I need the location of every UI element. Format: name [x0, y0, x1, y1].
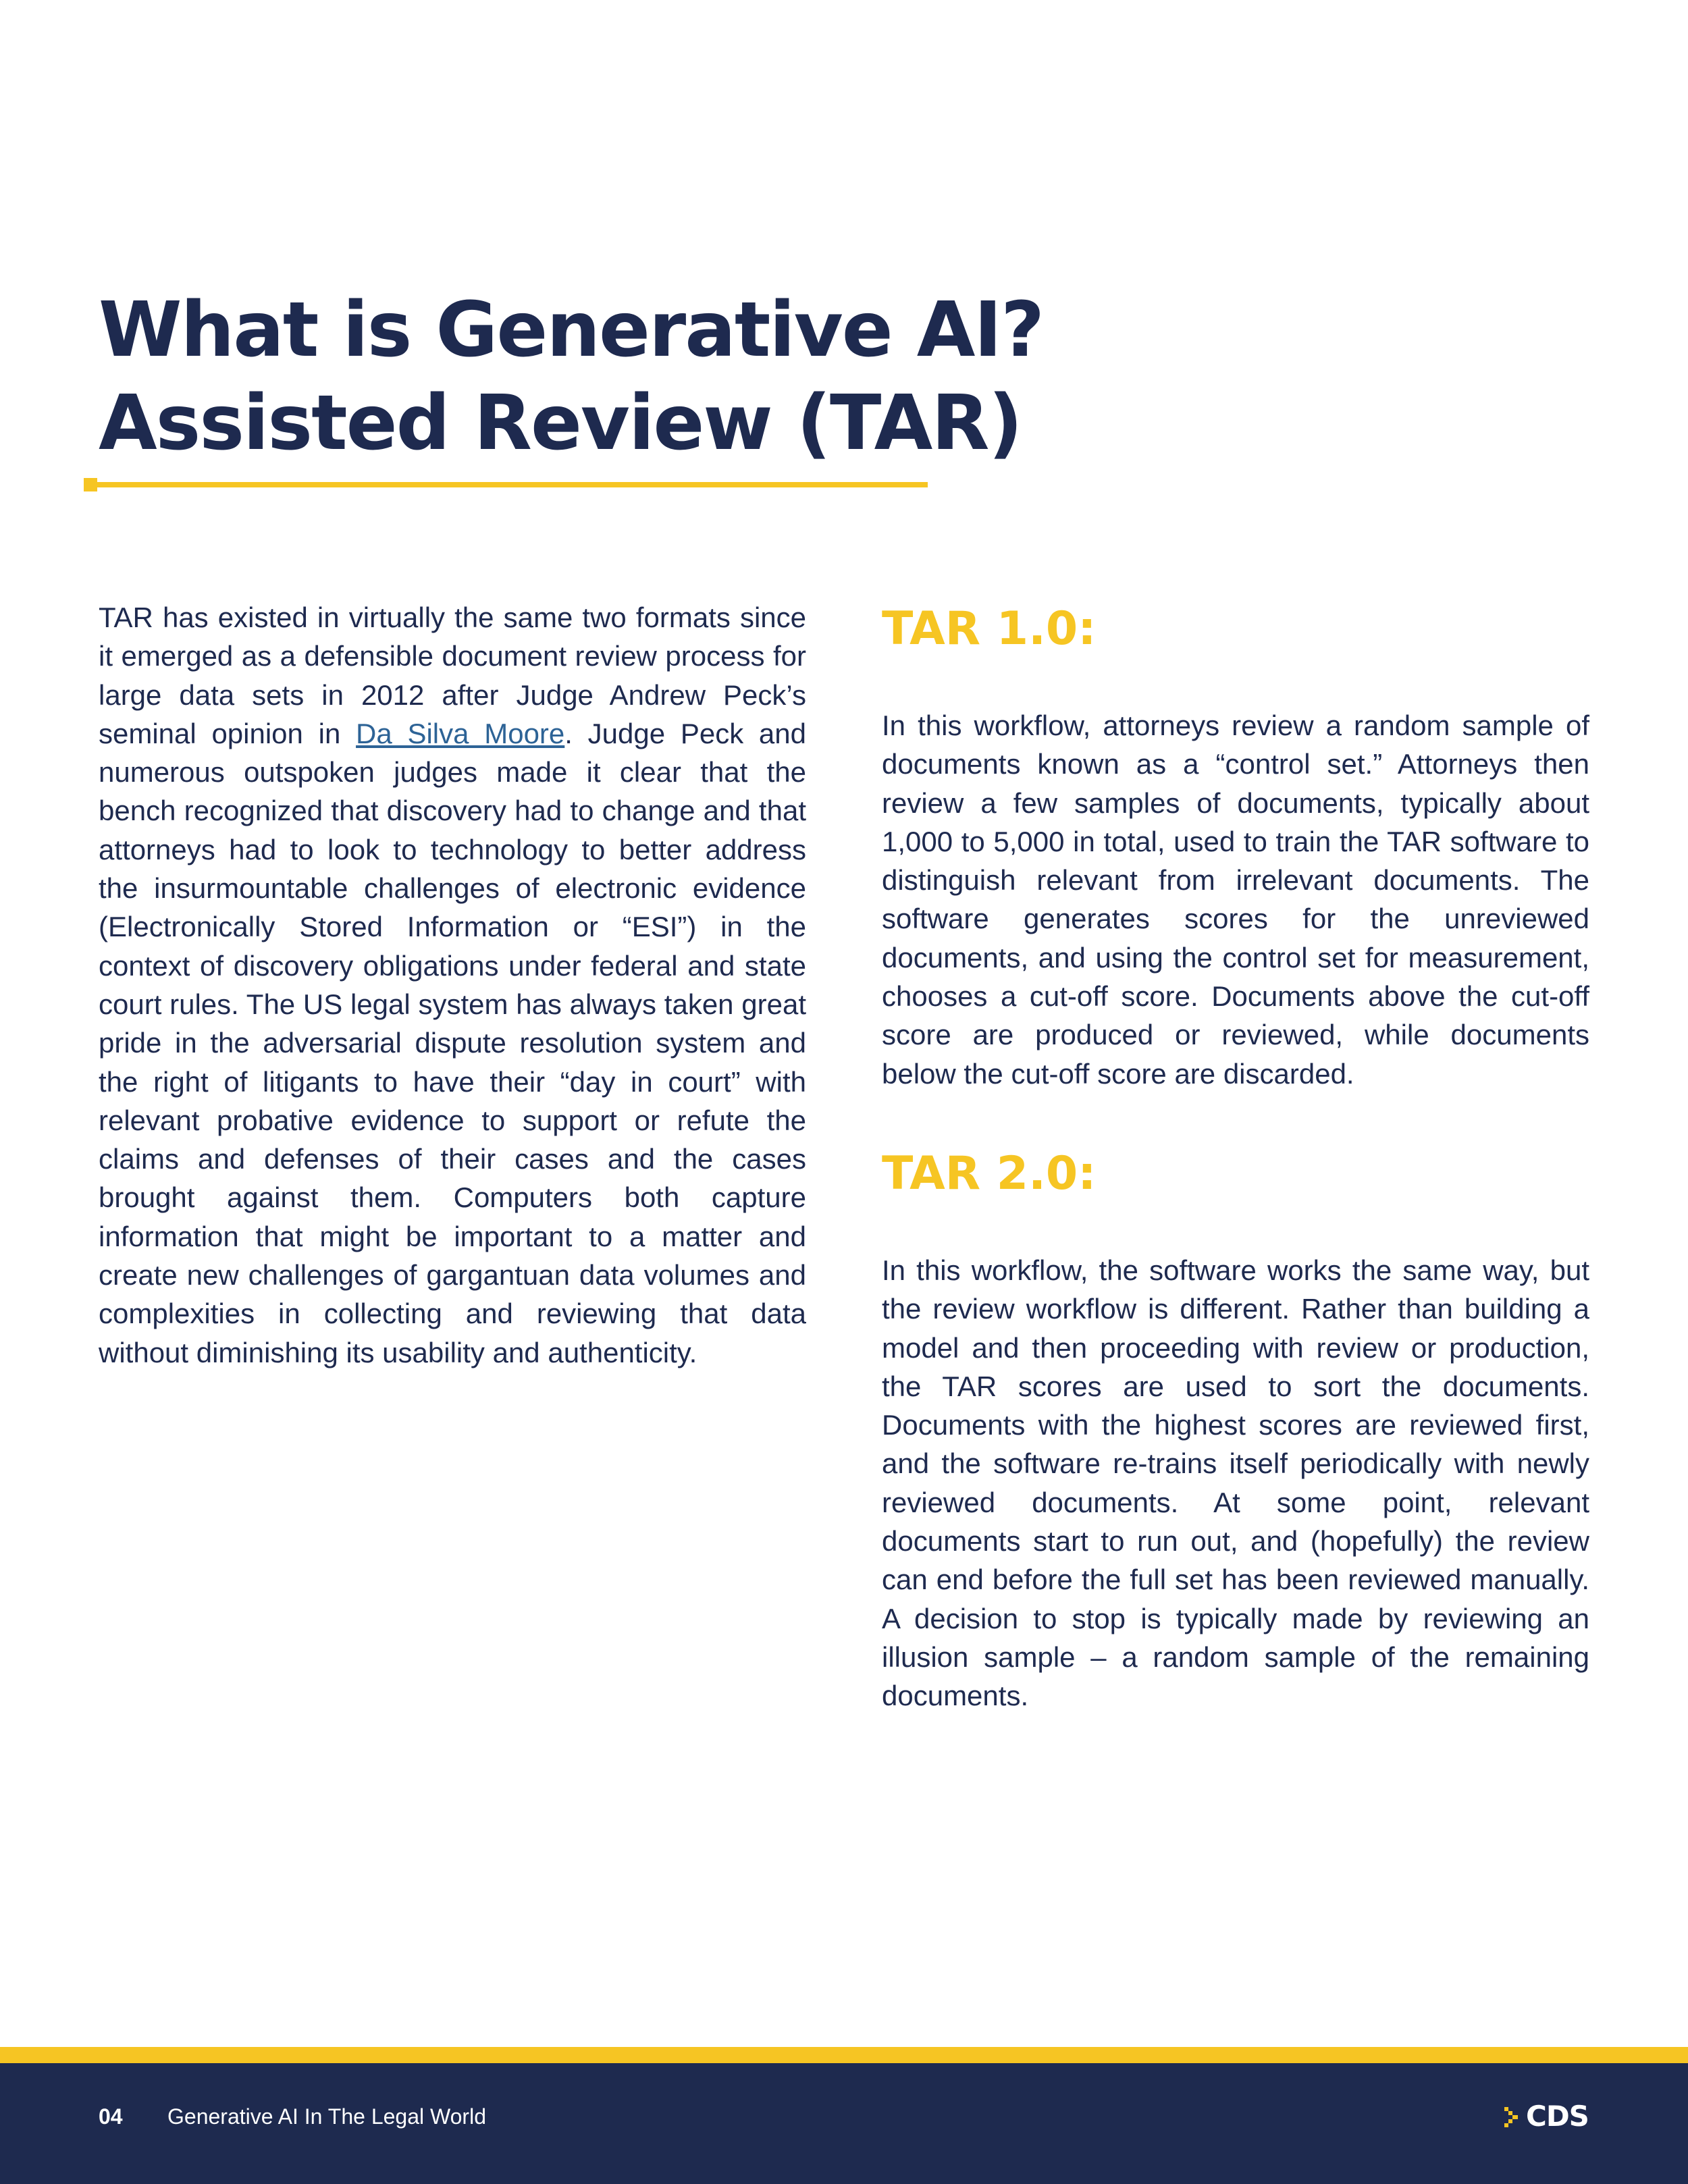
tar2-paragraph: In this workflow, the software works the same way, but the review workflow is different. Rather than building a model and then proceeding with review or production, the TAR scores are used to sort the documents. Documents with the highest scores are reviewed first, and the software re-trains itself periodically with newly reviewed documents. At some point, relevant documents start to run out, and (hopefully) the review can end before the full set has been reviewed manually. A decision to stop is typically made by reviewing an illusion sample – a random sample of the remaining documents.: [882, 1254, 1589, 1712]
tar1-heading: TAR 1.0:: [882, 602, 1097, 656]
title-underline: [86, 482, 928, 487]
page-title-line-1: What is Generative AI?: [99, 286, 1044, 374]
footer-logo: [1504, 2101, 1589, 2132]
cds-logo-icon: [1504, 2103, 1523, 2130]
title-underline-marker: [84, 478, 97, 491]
page-title-line-2: Assisted Review (TAR): [99, 379, 1022, 467]
footer-page-number: 04: [99, 2104, 123, 2129]
footer-accent-stripe: [0, 2047, 1688, 2063]
intro-paragraph: [99, 598, 806, 1372]
intro-text-after-link: . Judge Peck and numerous outspoken judges made it clear that the bench recognized that discovery had to change and that attorneys had to look to technology to better address the insurmountable challenges of electronic evidence (Electronically Stored Information or “ESI”) in the context of discovery obligations under federal and state court rules. The US legal system has always taken great pride in the adversarial dispute resolution system and the right of litigants to have their “day in court” with relevant probative evidence to support or refute the claims and defenses of their cases and the cases brought against them. Computers both capture information that might be important to a matter and create new challenges of gargantuan data volumes and complexities in collecting and reviewing that data without diminishing its usability and authenticity.: [99, 717, 807, 1368]
tar2-heading: TAR 2.0:: [882, 1147, 1097, 1200]
intro-text-before-link: TAR has existed in virtually the same two formats since it emerged as a defensible document review process for large data sets in 2012 after Judge Andrew Peck’s seminal opinion in: [99, 602, 806, 749]
page-title: [99, 284, 1044, 470]
da-silva-moore-link[interactable]: Da Silva Moore: [356, 717, 565, 749]
logo-text: CDS: [1526, 2100, 1589, 2133]
footer-document-title: Generative AI In The Legal World: [167, 2104, 486, 2129]
tar1-paragraph: In this workflow, attorneys review a random sample of documents known as a “control set.” Attorneys then review a few samples of documents, typically about 1,000 to 5,000 in total, used to train the TAR software to distinguish relevant from irrelevant documents. The software generates scores for the unreviewed documents, and using the control set for measurement, chooses a cut-off score. Documents above the cut-off score are produced or reviewed, while documents below the cut-off score are discarded.: [882, 710, 1589, 1090]
